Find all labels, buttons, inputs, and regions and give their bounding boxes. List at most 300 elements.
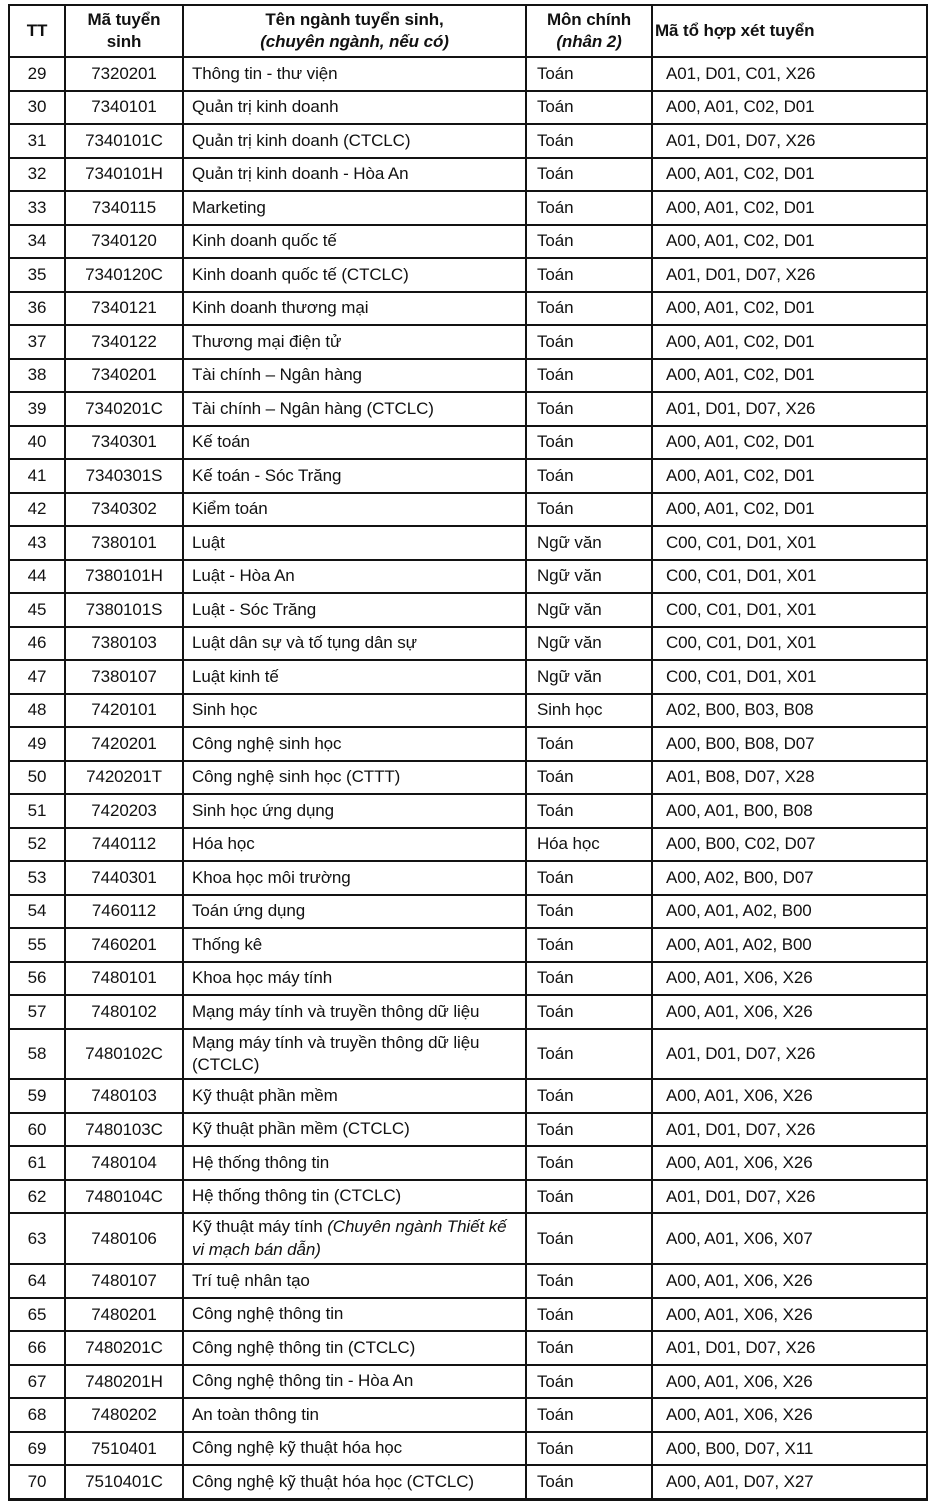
main-subject: Toán — [526, 1213, 652, 1264]
table-row — [9, 258, 927, 292]
combo-codes: A00, A01, C02, D01 — [652, 459, 927, 493]
major-name — [183, 1146, 526, 1180]
table-row — [9, 1432, 927, 1466]
table-row — [9, 1298, 927, 1332]
admission-code: 7380101H — [65, 560, 183, 594]
admission-code: 7480102C — [65, 1029, 183, 1080]
main-subject: Toán — [526, 1331, 652, 1365]
combo-codes: A00, A01, D07, X27 — [652, 1465, 927, 1499]
admission-code: 7480201C — [65, 1331, 183, 1365]
major-name-text: Kế toán - Sóc Trăng — [192, 465, 342, 485]
document-page — [0, 4, 900, 1491]
row-number: 57 — [9, 995, 65, 1029]
admission-code: 7340115 — [65, 191, 183, 225]
table-row — [9, 962, 927, 996]
admission-code: 7480103 — [65, 1079, 183, 1113]
main-subject: Toán — [526, 225, 652, 259]
table-row — [9, 1331, 927, 1365]
major-name-text: Thông tin - thư viện — [192, 63, 338, 83]
combo-codes: C00, C01, D01, X01 — [652, 627, 927, 661]
row-number: 45 — [9, 593, 65, 627]
table-row — [9, 861, 927, 895]
major-name — [183, 1365, 526, 1399]
row-number: 44 — [9, 560, 65, 594]
combo-codes: A00, A02, B00, D07 — [652, 861, 927, 895]
combo-codes: A00, A01, X06, X26 — [652, 1365, 927, 1399]
table-row — [9, 995, 927, 1029]
admission-code: 7460112 — [65, 895, 183, 929]
main-subject: Toán — [526, 359, 652, 393]
row-number: 64 — [9, 1264, 65, 1298]
col-header-major-name-line1: Tên ngành tuyển sinh, — [265, 9, 444, 29]
row-number: 69 — [9, 1432, 65, 1466]
main-subject: Toán — [526, 493, 652, 527]
row-number: 41 — [9, 459, 65, 493]
major-name — [183, 91, 526, 125]
admission-code: 7480101 — [65, 962, 183, 996]
main-subject: Toán — [526, 258, 652, 292]
col-header-tt: TT — [9, 5, 65, 57]
major-name-text: Mạng máy tính và truyền thông dữ liệu (CTCLC) — [192, 1032, 480, 1074]
major-name-text: Khoa học môi trường — [192, 867, 351, 887]
major-name-text: Hệ thống thông tin — [192, 1152, 330, 1172]
admission-code: 7380107 — [65, 660, 183, 694]
table-row — [9, 694, 927, 728]
row-number: 52 — [9, 828, 65, 862]
row-number: 34 — [9, 225, 65, 259]
main-subject: Toán — [526, 1079, 652, 1113]
combo-codes: A01, D01, D07, X26 — [652, 392, 927, 426]
combo-codes: C00, C01, D01, X01 — [652, 526, 927, 560]
combo-codes: A00, A01, C02, D01 — [652, 191, 927, 225]
major-name-text: Hóa học — [192, 834, 255, 854]
combo-codes: A01, D01, D07, X26 — [652, 124, 927, 158]
major-name — [183, 660, 526, 694]
admission-code: 7340101H — [65, 158, 183, 192]
table-row — [9, 1079, 927, 1113]
table-row — [9, 526, 927, 560]
col-header-main-subject — [526, 5, 652, 57]
main-subject: Toán — [526, 1365, 652, 1399]
row-number: 40 — [9, 426, 65, 460]
row-number: 35 — [9, 258, 65, 292]
main-subject: Toán — [526, 928, 652, 962]
col-header-main-subject-line1: Môn chính — [546, 9, 632, 29]
major-name-text: Kỹ thuật phần mềm — [192, 1085, 338, 1105]
table-row — [9, 1365, 927, 1399]
admissions-table — [8, 4, 928, 1501]
table-row — [9, 560, 927, 594]
major-name-text: Khoa học máy tính — [192, 968, 333, 988]
row-number: 59 — [9, 1079, 65, 1113]
major-name-text: Trí tuệ nhân tạo — [192, 1270, 310, 1290]
major-name — [183, 694, 526, 728]
main-subject: Ngữ văn — [526, 593, 652, 627]
table-row — [9, 91, 927, 125]
admission-code: 7480103C — [65, 1113, 183, 1147]
admission-code: 7340302 — [65, 493, 183, 527]
table-row — [9, 191, 927, 225]
table-header — [9, 5, 927, 57]
combo-codes: A00, A01, A02, B00 — [652, 895, 927, 929]
col-header-admission-code: Mã tuyển sinh — [65, 5, 183, 57]
major-name-text: Luật - Sóc Trăng — [192, 599, 317, 619]
main-subject: Toán — [526, 861, 652, 895]
combo-codes: A00, A01, C02, D01 — [652, 359, 927, 393]
admission-code: 7340101 — [65, 91, 183, 125]
main-subject: Toán — [526, 995, 652, 1029]
major-name — [183, 627, 526, 661]
row-number: 37 — [9, 325, 65, 359]
table-row — [9, 1113, 927, 1147]
main-subject: Toán — [526, 191, 652, 225]
main-subject: Ngữ văn — [526, 660, 652, 694]
major-name — [183, 1079, 526, 1113]
combo-codes: C00, C01, D01, X01 — [652, 660, 927, 694]
col-header-main-subject-line2: (nhân 2) — [556, 32, 622, 51]
row-number: 31 — [9, 124, 65, 158]
admission-code: 7510401C — [65, 1465, 183, 1499]
major-name-text: Kỹ thuật phần mềm (CTCLC) — [192, 1119, 410, 1139]
major-name-text: Công nghệ sinh học — [192, 733, 342, 753]
major-name-text: Sinh học ứng dụng — [192, 800, 335, 820]
row-number: 55 — [9, 928, 65, 962]
combo-codes: A00, B00, D07, X11 — [652, 1432, 927, 1466]
main-subject: Toán — [526, 292, 652, 326]
major-name — [183, 57, 526, 91]
combo-codes: A00, A01, C02, D01 — [652, 325, 927, 359]
row-number: 38 — [9, 359, 65, 393]
main-subject: Toán — [526, 325, 652, 359]
table-row — [9, 493, 927, 527]
major-name — [183, 1465, 526, 1499]
row-number: 54 — [9, 895, 65, 929]
major-name — [183, 158, 526, 192]
major-name-text: Luật - Hòa An — [192, 566, 295, 586]
major-name-text: Tài chính – Ngân hàng (CTCLC) — [192, 398, 434, 418]
admission-code: 7480106 — [65, 1213, 183, 1264]
admission-code: 7320201 — [65, 57, 183, 91]
table-row — [9, 1146, 927, 1180]
combo-codes: A00, A01, X06, X26 — [652, 995, 927, 1029]
major-name — [183, 727, 526, 761]
row-number: 43 — [9, 526, 65, 560]
combo-codes: A00, A01, C02, D01 — [652, 158, 927, 192]
admission-code: 7420203 — [65, 794, 183, 828]
major-name-text: Luật dân sự và tố tụng dân sự — [192, 633, 417, 653]
major-name-text: Kinh doanh thương mại — [192, 298, 369, 318]
combo-codes: A00, A01, X06, X26 — [652, 1264, 927, 1298]
combo-codes: A01, D01, D07, X26 — [652, 1029, 927, 1080]
row-number: 42 — [9, 493, 65, 527]
major-name — [183, 426, 526, 460]
major-name-text: Công nghệ kỹ thuật hóa học — [192, 1438, 403, 1458]
admission-code: 7420201T — [65, 761, 183, 795]
table-row — [9, 124, 927, 158]
combo-codes: A00, A01, A02, B00 — [652, 928, 927, 962]
major-name — [183, 1113, 526, 1147]
admission-code: 7340301 — [65, 426, 183, 460]
combo-codes: A00, A01, X06, X26 — [652, 962, 927, 996]
admission-code: 7480102 — [65, 995, 183, 1029]
major-name-text: Mạng máy tính và truyền thông dữ liệu — [192, 1001, 480, 1021]
table-row — [9, 627, 927, 661]
combo-codes: A00, A01, X06, X26 — [652, 1398, 927, 1432]
major-name — [183, 1029, 526, 1080]
admission-code: 7440301 — [65, 861, 183, 895]
major-name-text: Marketing — [192, 197, 266, 217]
major-name — [183, 861, 526, 895]
main-subject: Toán — [526, 1113, 652, 1147]
main-subject: Toán — [526, 57, 652, 91]
major-name — [183, 1298, 526, 1332]
admission-code: 7340121 — [65, 292, 183, 326]
row-number: 46 — [9, 627, 65, 661]
major-name-text: Thống kê — [192, 934, 263, 954]
row-number: 36 — [9, 292, 65, 326]
major-name-text: An toàn thông tin — [192, 1404, 319, 1424]
table-row — [9, 593, 927, 627]
combo-codes: A00, A01, X06, X07 — [652, 1213, 927, 1264]
major-name-text: Công nghệ kỹ thuật hóa học (CTCLC) — [192, 1471, 474, 1491]
major-name — [183, 225, 526, 259]
table-body — [9, 57, 927, 1499]
row-number: 51 — [9, 794, 65, 828]
row-number: 53 — [9, 861, 65, 895]
row-number: 49 — [9, 727, 65, 761]
table-row — [9, 660, 927, 694]
major-name-text: Thương mại điện tử — [192, 331, 342, 351]
admission-code: 7440112 — [65, 828, 183, 862]
admission-code: 7480107 — [65, 1264, 183, 1298]
major-name — [183, 995, 526, 1029]
major-name-text: Luật kinh tế — [192, 666, 279, 686]
major-name-text: Tài chính – Ngân hàng — [192, 365, 362, 385]
admission-code: 7380103 — [65, 627, 183, 661]
major-name — [183, 325, 526, 359]
row-number: 50 — [9, 761, 65, 795]
row-number: 32 — [9, 158, 65, 192]
table-row — [9, 761, 927, 795]
main-subject: Sinh học — [526, 694, 652, 728]
major-name-text: Công nghệ thông tin - Hòa An — [192, 1371, 414, 1391]
table-row — [9, 292, 927, 326]
major-name — [183, 593, 526, 627]
admission-code: 7420201 — [65, 727, 183, 761]
main-subject: Toán — [526, 727, 652, 761]
table-row — [9, 158, 927, 192]
table-row — [9, 727, 927, 761]
table-row — [9, 1180, 927, 1214]
table-row — [9, 225, 927, 259]
major-name-italic-text: (Chuyên ngành Thiết kế vi mạch bán dẫn) — [192, 1217, 507, 1259]
major-name — [183, 895, 526, 929]
major-name-text: Luật — [192, 532, 225, 552]
combo-codes: A00, A01, C02, D01 — [652, 292, 927, 326]
admission-code: 7480202 — [65, 1398, 183, 1432]
row-number: 68 — [9, 1398, 65, 1432]
main-subject: Toán — [526, 1264, 652, 1298]
admission-code: 7480201 — [65, 1298, 183, 1332]
admission-code: 7460201 — [65, 928, 183, 962]
combo-codes: A00, A01, X06, X26 — [652, 1079, 927, 1113]
admission-code: 7420101 — [65, 694, 183, 728]
major-name — [183, 1264, 526, 1298]
combo-codes: A00, A01, C02, D01 — [652, 91, 927, 125]
major-name-text: Công nghệ thông tin — [192, 1304, 344, 1324]
admission-code: 7480104C — [65, 1180, 183, 1214]
row-number: 47 — [9, 660, 65, 694]
major-name — [183, 1331, 526, 1365]
major-name-text: Kinh doanh quốc tế — [192, 231, 337, 251]
major-name-text: Kinh doanh quốc tế (CTCLC) — [192, 264, 409, 284]
admission-code: 7340201 — [65, 359, 183, 393]
header-row — [9, 5, 927, 57]
major-name — [183, 392, 526, 426]
table-row — [9, 359, 927, 393]
combo-codes: A00, A01, X06, X26 — [652, 1146, 927, 1180]
major-name-text: Kiểm toán — [192, 499, 268, 519]
table-row — [9, 1398, 927, 1432]
main-subject: Toán — [526, 1029, 652, 1080]
major-name-text: Quản trị kinh doanh - Hòa An — [192, 164, 409, 184]
major-name — [183, 359, 526, 393]
main-subject: Ngữ văn — [526, 560, 652, 594]
major-name — [183, 292, 526, 326]
main-subject: Toán — [526, 426, 652, 460]
row-number: 30 — [9, 91, 65, 125]
row-number: 29 — [9, 57, 65, 91]
row-number: 67 — [9, 1365, 65, 1399]
major-name — [183, 526, 526, 560]
table-row — [9, 325, 927, 359]
combo-codes: A01, D01, D07, X26 — [652, 1180, 927, 1214]
admission-code: 7340122 — [65, 325, 183, 359]
admission-code: 7340101C — [65, 124, 183, 158]
main-subject: Toán — [526, 1432, 652, 1466]
main-subject: Toán — [526, 91, 652, 125]
main-subject: Toán — [526, 1298, 652, 1332]
admission-code: 7480104 — [65, 1146, 183, 1180]
combo-codes: A00, A01, X06, X26 — [652, 1298, 927, 1332]
main-subject: Toán — [526, 962, 652, 996]
major-name-text: Công nghệ thông tin (CTCLC) — [192, 1337, 416, 1357]
row-number: 39 — [9, 392, 65, 426]
table-row — [9, 57, 927, 91]
major-name — [183, 1180, 526, 1214]
combo-codes: C00, C01, D01, X01 — [652, 593, 927, 627]
admission-code: 7380101 — [65, 526, 183, 560]
major-name — [183, 1213, 526, 1264]
combo-codes: A01, D01, D07, X26 — [652, 1331, 927, 1365]
main-subject: Toán — [526, 124, 652, 158]
major-name — [183, 124, 526, 158]
table-row — [9, 928, 927, 962]
main-subject: Toán — [526, 1180, 652, 1214]
major-name — [183, 794, 526, 828]
table-row — [9, 426, 927, 460]
main-subject: Toán — [526, 392, 652, 426]
major-name-text: Quản trị kinh doanh — [192, 97, 339, 117]
main-subject: Ngữ văn — [526, 627, 652, 661]
admission-code: 7380101S — [65, 593, 183, 627]
main-subject: Toán — [526, 895, 652, 929]
major-name-text: Kỹ thuật máy tính — [192, 1217, 328, 1237]
major-name-text: Quản trị kinh doanh (CTCLC) — [192, 130, 411, 150]
major-name — [183, 493, 526, 527]
row-number: 63 — [9, 1213, 65, 1264]
col-header-combo-codes: Mã tổ hợp xét tuyển — [652, 5, 927, 57]
table-row — [9, 392, 927, 426]
row-number: 48 — [9, 694, 65, 728]
combo-codes: A01, D01, C01, X26 — [652, 57, 927, 91]
major-name — [183, 191, 526, 225]
main-subject: Toán — [526, 1398, 652, 1432]
main-subject: Toán — [526, 1465, 652, 1499]
major-name — [183, 1398, 526, 1432]
combo-codes: A01, B08, D07, X28 — [652, 761, 927, 795]
row-number: 56 — [9, 962, 65, 996]
row-number: 65 — [9, 1298, 65, 1332]
table-row — [9, 1029, 927, 1080]
combo-codes: A00, A01, C02, D01 — [652, 426, 927, 460]
main-subject: Hóa học — [526, 828, 652, 862]
table-row — [9, 794, 927, 828]
admission-code: 7340301S — [65, 459, 183, 493]
col-header-major-name — [183, 5, 526, 57]
row-number: 60 — [9, 1113, 65, 1147]
major-name-text: Công nghệ sinh học (CTTT) — [192, 767, 401, 787]
major-name-text: Kế toán — [192, 432, 250, 452]
table-row — [9, 1264, 927, 1298]
table-row — [9, 1213, 927, 1264]
main-subject: Toán — [526, 459, 652, 493]
combo-codes: A01, D01, D07, X26 — [652, 258, 927, 292]
combo-codes: A00, A01, C02, D01 — [652, 225, 927, 259]
combo-codes: A00, A01, C02, D01 — [652, 493, 927, 527]
major-name — [183, 962, 526, 996]
admission-code: 7340201C — [65, 392, 183, 426]
combo-codes: A00, A01, B00, B08 — [652, 794, 927, 828]
major-name — [183, 1432, 526, 1466]
admission-code: 7480201H — [65, 1365, 183, 1399]
major-name — [183, 928, 526, 962]
row-number: 58 — [9, 1029, 65, 1080]
row-number: 62 — [9, 1180, 65, 1214]
admission-code: 7510401 — [65, 1432, 183, 1466]
major-name — [183, 459, 526, 493]
major-name — [183, 560, 526, 594]
admission-code: 7340120 — [65, 225, 183, 259]
combo-codes: A02, B00, B03, B08 — [652, 694, 927, 728]
major-name-text: Hệ thống thông tin (CTCLC) — [192, 1186, 402, 1206]
combo-codes: C00, C01, D01, X01 — [652, 560, 927, 594]
admission-code: 7340120C — [65, 258, 183, 292]
main-subject: Toán — [526, 761, 652, 795]
table-row — [9, 459, 927, 493]
major-name — [183, 828, 526, 862]
table-row — [9, 1465, 927, 1499]
col-header-major-name-line2: (chuyên ngành, nếu có) — [260, 32, 449, 51]
row-number: 70 — [9, 1465, 65, 1499]
major-name-text: Toán ứng dụng — [192, 901, 306, 921]
main-subject: Ngữ văn — [526, 526, 652, 560]
row-number: 61 — [9, 1146, 65, 1180]
major-name-text: Sinh học — [192, 700, 258, 720]
table-row — [9, 895, 927, 929]
main-subject: Toán — [526, 1146, 652, 1180]
table-row — [9, 828, 927, 862]
